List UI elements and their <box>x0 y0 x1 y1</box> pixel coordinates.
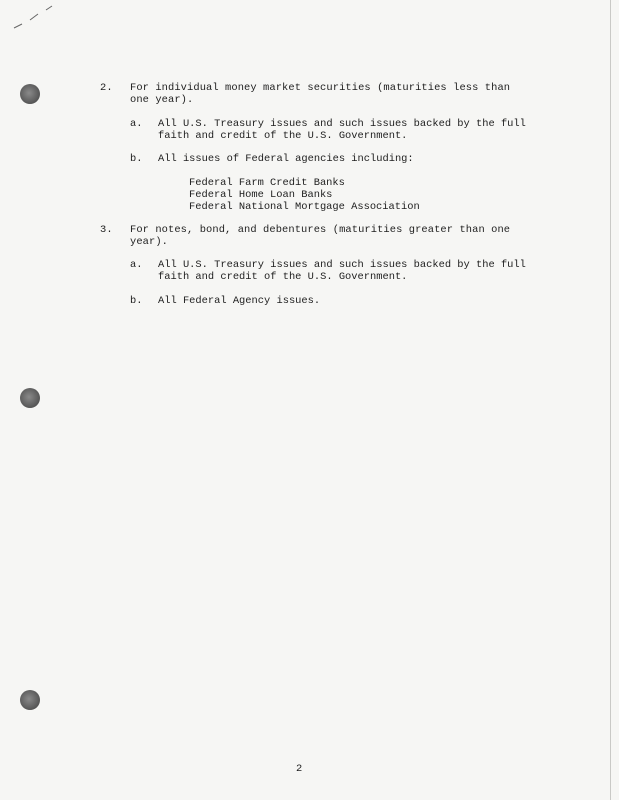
item-number: 3. <box>100 224 113 236</box>
subitem-3b <box>130 295 530 307</box>
item-text: For individual money market securities (maturities less than one year). <box>130 82 511 106</box>
subitem-2a <box>130 118 530 142</box>
list-item-2 <box>100 82 530 106</box>
page-number: 2 <box>296 763 303 775</box>
subitem-letter: a. <box>130 259 143 271</box>
subitem-text: All U.S. Treasury issues and such issues backed by the full faith and credit of the U.S. Government. <box>158 118 526 142</box>
agency-item: Federal Home Loan Banks <box>189 189 333 201</box>
agency-item: Federal National Mortgage Association <box>189 201 420 213</box>
subitem-letter: b. <box>130 295 143 307</box>
agency-list <box>189 177 420 213</box>
subitem-text: All issues of Federal agencies including: <box>158 153 414 165</box>
item-text: For notes, bond, and debentures (maturities greater than one year). <box>130 224 511 248</box>
subitem-text: All Federal Agency issues. <box>158 295 321 307</box>
agency-item: Federal Farm Credit Banks <box>189 177 345 189</box>
punch-hole-bottom <box>20 690 40 710</box>
punch-hole-middle <box>20 388 40 408</box>
page-edge <box>610 0 611 800</box>
subitem-letter: a. <box>130 118 143 130</box>
list-item-3 <box>100 224 530 248</box>
subitem-3a <box>130 259 530 283</box>
subitem-letter: b. <box>130 153 143 165</box>
punch-hole-top <box>20 84 40 104</box>
item-number: 2. <box>100 82 113 94</box>
subitem-text: All U.S. Treasury issues and such issues backed by the full faith and credit of the U.S. Government. <box>158 259 526 283</box>
pen-mark-decoration <box>8 4 58 34</box>
subitem-2b <box>130 153 530 165</box>
